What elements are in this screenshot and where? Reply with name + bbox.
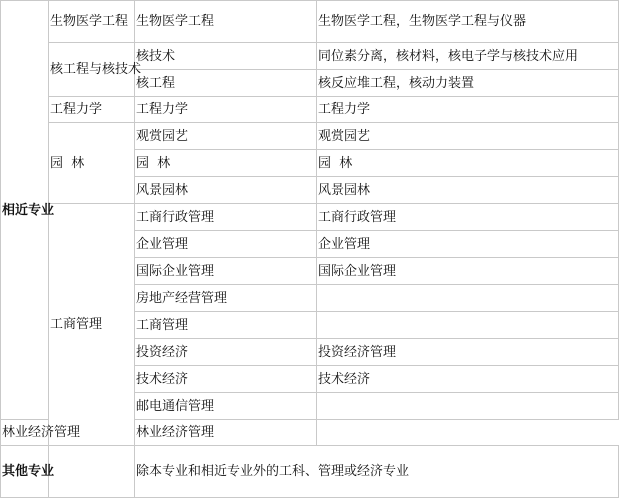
course-cell: 观赏园艺	[135, 123, 317, 150]
table-row	[1, 43, 619, 70]
subject-cell: 核工程与核技术	[49, 43, 135, 97]
course-cell: 投资经济	[135, 339, 317, 366]
table-row	[1, 97, 619, 123]
course-cell: 技术经济	[135, 366, 317, 393]
direction-cell: 工商行政管理	[317, 204, 619, 231]
direction-cell: 核反应堆工程，核动力装置	[317, 70, 619, 97]
course-cell: 企业管理	[135, 231, 317, 258]
other-description-cell: 除本专业和相近专业外的工科、管理或经济专业	[135, 446, 619, 498]
direction-cell: 技术经济	[317, 366, 619, 393]
direction-cell: 观赏园艺	[317, 123, 619, 150]
direction-cell: 生物医学工程，生物医学工程与仪器	[317, 1, 619, 43]
direction-cell	[317, 393, 619, 420]
course-cell: 核工程	[135, 70, 317, 97]
course-cell: 园 林	[135, 150, 317, 177]
course-cell: 核技术	[135, 43, 317, 70]
table-row	[1, 204, 619, 231]
course-cell: 工商管理	[135, 312, 317, 339]
subject-cell: 工程力学	[49, 97, 135, 123]
course-cell: 工商行政管理	[135, 204, 317, 231]
direction-cell: 林业经济管理	[135, 420, 317, 446]
direction-cell: 园 林	[317, 150, 619, 177]
direction-cell: 国际企业管理	[317, 258, 619, 285]
direction-cell: 企业管理	[317, 231, 619, 258]
direction-cell: 投资经济管理	[317, 339, 619, 366]
subject-cell: 生物医学工程	[49, 1, 135, 43]
table-row	[1, 123, 619, 150]
subject-cell: 园 林	[49, 123, 135, 204]
group-other-label: 其他专业	[1, 446, 49, 498]
course-cell: 工程力学	[135, 97, 317, 123]
table-row	[1, 1, 619, 43]
direction-cell	[317, 285, 619, 312]
subject-cell: 工商管理	[49, 204, 135, 446]
group-similar-label: 相近专业	[1, 1, 49, 420]
direction-cell	[317, 312, 619, 339]
course-cell: 生物医学工程	[135, 1, 317, 43]
course-cell: 邮电通信管理	[135, 393, 317, 420]
subject-cell	[49, 446, 135, 498]
table-row	[1, 446, 619, 498]
direction-cell: 同位素分离，核材料，核电子学与核技术应用	[317, 43, 619, 70]
course-cell: 林业经济管理	[1, 420, 49, 446]
course-cell: 房地产经营管理	[135, 285, 317, 312]
course-cell: 风景园林	[135, 177, 317, 204]
direction-cell: 工程力学	[317, 97, 619, 123]
course-cell: 国际企业管理	[135, 258, 317, 285]
direction-cell: 风景园林	[317, 177, 619, 204]
